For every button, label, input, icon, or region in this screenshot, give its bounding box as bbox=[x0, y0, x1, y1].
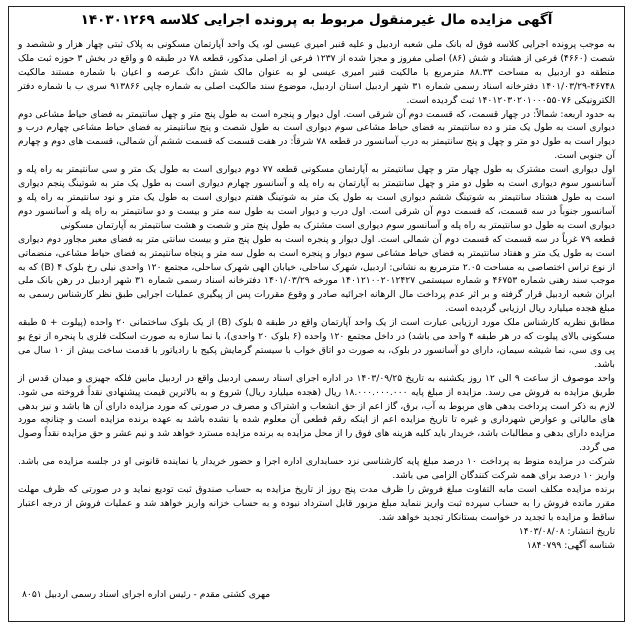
signature: مهری کشتی مقدم - رئیس اداره اجرای اسناد رسمی اردبیل ۸۰۵۱ bbox=[22, 589, 271, 600]
paragraph: برنده مزایده مکلف است مابه التفاوت مبلغ فروش را ظرف مدت پنج روز از تاریخ مزایده به حساب صندوق ثبت تودیع نماید و در صورتی که ظرف مهلت مقرر مانده فروش را به حساب سپرده ثبت واریز ننماید مبلغ مزبور قابل استرداد نبوده و به حساب خزانه واریز خواهد شد و عملیات فروش از درجه اعتبار ساقط و مزایده با تجدید در خواست بستانکار تجدید خواهد شد. bbox=[18, 484, 615, 523]
publish-date: تاریخ انتشار: ۱۴۰۳/۰۸/۰۸ bbox=[518, 525, 615, 537]
paragraph: واحد موصوف از ساعت ۹ الی ۱۲ روز یکشنبه به تاریخ ۱۴۰۳/۰۹/۲۵ در اداره اجرای اسناد رسمی اردبیل واقع در اردبیل مابین فلکه جهیزی و میدان قدس از طریق مزایده به فروش می رسد. مزایده از مبلغ پایه ۱۸.۰۰۰.۰۰۰.۰۰۰ ریال (هجده میلیارد ریال) شروع و به بالاترین قیمت پیشنهادی نقداً فروخته می شود. لازم به ذکر است پرداخت بدهی های مربوط به آب، برق، گاز اعم از حق انشعاب و اشتراک و مصرف در صورتی که مورد مزایده دارای آن ها باشد و نیز بدهی های مالیاتی و عوارض شهرداری و غیره تا تاریخ مزایده اعم از اینکه رقم قطعی آن معلوم شده یا نشده باشد به عهده برنده مزایده است و چنانچه مورد مزایده دارای بدهی و مطالبات باشد، خریدار باید کلیه هزینه های فوق را از محل مزایده به برنده مزایده مسترد خواهد شد و نیم عشر و حق مزایده نقداً وصول می گردد. bbox=[18, 372, 615, 454]
notice-title: آگهی مزایده مال غیرمنقول مربوط به پرونده اجرایی کلاسه ۱۴۰۳۰۱۲۶۹ bbox=[80, 12, 553, 28]
paragraph: قطعه ۷۹ غرباً در سه قسمت که قسمت دوم آن شمالی است. اول دیوار و پنجره است به طول پنج متر و بیست سانتی متر به فضای معبر مجاور دوم دیواری است به طول یک متر و هفتاد سانتیمتر به فضای حیاط مشاعی سوم دیوار و پنجره است به طول سه متر و پنجاه سانتیمتر به فضای حیاط مشاعی، منضماتی از نوع تراس اختصاصی به مساحت ۲.۰۵ مترمربع به نشانی: اردبیل، شهرک ساحلی، خیابان الهی شهرک ساحلی، مجتمع ۱۲۰ واحدی نیلی رخ بلوک ۴ (B) که به موجب سند رهنی شماره ۴۶۷۵۳ و شماره سیستمی ۱۴۰۱۲۱۰۰۲۰۱۲۴۲۷ مورخه ۱۴۰۱/۰۳/۲۹ دفترخانه اسناد رسمی شماره ۳۱ شهر اردبیل در رهن بانک ملی ایران شعبه اردبیل قرار گرفته و بر اثر عدم پرداخت مال الرهانه اجرائیه صادر و وقوع مقررات پس از پیگیری عملیات اجرایی طبق نظر کارشناس رسمی به مبلغ هجده میلیارد ریال ارزیابی گردیده است. bbox=[18, 233, 615, 315]
paragraph: اول دیواری است مشترک به طول چهار متر و چهل سانتیمتر به آپارتمان مسکونی قطعه ۷۷ دوم دیواری است به طول یک متر و سی سانتیمتر به راه پله و آسانسور سوم دیواری است به طول دو متر و چهل سانتیمتر به آپارتمان به راه پله و آسانسور چهارم دیواری است به طول یک متر به شوتینگ پنجم دیواری است به طول هشتاد سانتیمتر به شوتینگ ششم دیواری است به طول یک متر به شوتینگ هفتم دیواری است به طول یک متر و نود سانتیمتر به راه پله و آسانسور جنوباً در سه قسمت، که قسمت دوم آن شرقی است. اول درب و دیوار است به طول سه متر و بیست و دو سانتیمتر به راه پله و آسانسور دوم دیواری است به طول دو سانتیمتر به راه پله و آسانسور سوم دیواری است مشترک به طول پنج متر و شصت و هشت سانتیمتر به آپارتمان مسکونی bbox=[18, 164, 615, 231]
paragraph: مطابق نظریه کارشناس ملک مورد ارزیابی عبارت است از یک واحد آپارتمان واقع در طبقه ۵ بلوک (B) از یک بلوک ساختمانی ۲۰ واحده (پیلوت + ۵ طبقه مسکونی بالای پیلوت که در هر طبقه ۴ واحد می باشد) در داخل مجتمع ۱۲۰ واحده (۶ بلوک ۲۰ واحدی)، با نما سازه به صورت اسکلت فلزی با پنجره از نوع یو پی وی سی، نما شیشه سیمان، دارای دو آسانسور در بلوک، به صورت دو اتاق خواب با سیستم گرمایش پکیج با رادیاتور با قدمت ساخت بیش از ۱۰ سال می باشد. bbox=[18, 317, 616, 370]
ad-number: شناسه آگهی: ۱۸۴۰۷۹۹ bbox=[526, 539, 615, 551]
paragraph: به حدود اربعه: شمالاً: در چهار قسمت، که قسمت دوم آن شرقی است. اول دیوار و پنجره است به طول پنج متر و چهل سانتیمتر به فضای حیاط مشاعی دوم دیواری است به طول یک متر و ده سانتیمتر به فضای حیاط مشاعی سوم دیواری است به طول شصت و پنج سانتیمتر به فضای حیاط مشاعی چهارم درب و دیوار است به طول دو متر و چهل و پنج سانتیمتر به درب آسانسور در قطعه ۷۸ شرقاً: در هفت قسمت که قسمت ششم آن شمالی، قسمت های دوم و چهارم آن جنوبی است. bbox=[18, 108, 615, 162]
paragraph: شرکت در مزایده منوط به پرداخت ۱۰ درصد مبلغ پایه کارشناسی نزد حسابداری اداره اجرا و حضور خریدار یا نماینده قانونی او در جلسه مزایده می باشد. واریز ۱۰ درصد برای همه شرکت کنندگان الزامی می باشد. bbox=[18, 456, 615, 482]
notice-body bbox=[18, 38, 615, 553]
paragraph: به موجب پرونده اجرایی کلاسه فوق له بانک ملی شعبه اردبیل و علیه قنبر امیری عیسی لو، یک واحد آپارتمان مسکونی به پلاک ثبتی چهار هزار و ششصد و شصت (۴۶۶۰) فرعی از هشتاد و شش (۸۶) اصلی مفروز و مجزا شده از ۱۲۳۷ فرعی از اصلی مذکور، قطعه ۷۸ در طبقه ۵ و واقع در بخش ۳ حوزه ثبت ملک منطقه دو اردبیل به مساحت ۸۸.۳۳ مترمربع با مالکیت قنبر امیری عیسی لو به عنوان مالک شش دانگ عرصه و اعیان با شماره مستند مالکیت ۴۶۷۴۸-۱۴۰۱/۰۳/۲۹ دفترخانه اسناد رسمی شماره ۳۱ شهر اردبیل استان اردبیل، موضوع سند مالکیت اصلی به شماره چاپی ۹۱۳۸۶۶ سری ب با شماره دفتر الکترونیکی ۱۴۰۱۲۰۳۰۲۰۱۰۰۰۵۵۰۷۶ ثبت گردیده است. bbox=[18, 39, 615, 106]
